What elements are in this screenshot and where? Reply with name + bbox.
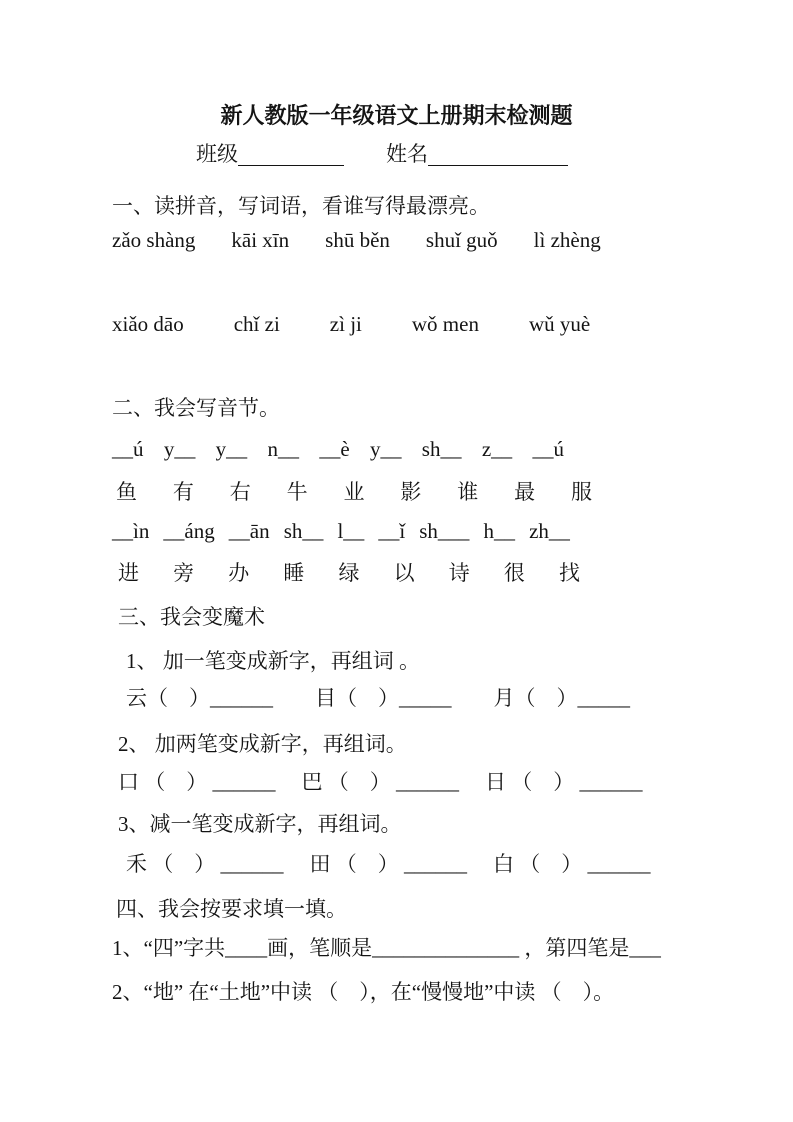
character-row-2 — [118, 557, 580, 587]
hanzi: 右 — [229, 480, 251, 504]
class-blank-line — [238, 143, 344, 166]
section4-item1: 1、“四”字共____画，笔顺是______________ ，第四笔是___ — [112, 936, 661, 960]
pinyin-word: shū běn — [325, 228, 390, 252]
syllable-blank: h__ — [483, 519, 515, 543]
meta-line — [196, 143, 568, 166]
syllable-blank: sh__ — [283, 519, 324, 543]
section1-heading: 一、读拼音，写词语，看谁写得最漂亮。 — [112, 194, 490, 218]
pinyin-word: zǎo shàng — [112, 228, 196, 252]
class-label: 班级 — [196, 142, 238, 166]
syllable-blank: y__ — [215, 437, 248, 461]
hanzi: 很 — [503, 561, 525, 585]
syllable-row-2 — [112, 519, 570, 544]
syllable-blank: __ǐ — [378, 519, 406, 543]
hanzi: 找 — [559, 561, 580, 585]
syllable-blank: z__ — [481, 437, 513, 461]
hanzi: 旁 — [173, 561, 195, 585]
section2-heading: 二、我会写音节。 — [112, 396, 280, 420]
hanzi: 鱼 — [116, 480, 137, 504]
syllable-blank: __è — [319, 437, 350, 461]
char-transform-cell: 白 （ ） ______ — [493, 852, 651, 876]
hanzi: 进 — [118, 561, 139, 585]
char-transform-cell: 云（ ）______ — [126, 686, 273, 710]
syllable-blank: sh__ — [421, 437, 462, 461]
pinyin-word: wǔ yuè — [528, 312, 591, 336]
page-title: 新人教版一年级语文上册期末检测题 — [220, 103, 573, 128]
char-transform-cell: 月（ ）_____ — [493, 686, 630, 710]
section4-heading: 四、我会按要求填一填。 — [116, 897, 347, 921]
syllable-blank: __áng — [163, 519, 215, 543]
syllable-blank: zh__ — [529, 519, 570, 543]
hanzi: 谁 — [457, 480, 479, 504]
pinyin-word: lì zhèng — [533, 228, 601, 252]
hanzi: 牛 — [286, 480, 308, 504]
hanzi: 办 — [228, 561, 250, 585]
char-transform-cell: 禾 （ ） ______ — [126, 852, 284, 876]
syllable-blank: __ìn — [112, 519, 150, 543]
hanzi: 绿 — [338, 561, 360, 585]
syllable-blank: l__ — [337, 519, 365, 543]
char-transform-cell: 口 （ ） ______ — [118, 770, 276, 794]
char-transform-cell: 日 （ ） ______ — [485, 770, 643, 794]
char-transform-cell: 巴 （ ） ______ — [301, 770, 459, 794]
syllable-blank: __ú — [532, 437, 564, 461]
hanzi: 睡 — [283, 561, 305, 585]
char-transform-cell: 田 （ ） ______ — [309, 852, 467, 876]
section3-item2-row — [118, 766, 643, 796]
syllable-blank: sh___ — [419, 519, 470, 543]
syllable-blank: y__ — [163, 437, 196, 461]
hanzi: 诗 — [448, 561, 470, 585]
syllable-blank: y__ — [369, 437, 402, 461]
pinyin-word: zì ji — [329, 312, 362, 336]
hanzi: 影 — [400, 480, 422, 504]
section3-item2-label: 2、 加两笔变成新字，再组词。 — [118, 732, 407, 756]
character-row-1 — [116, 476, 592, 506]
pinyin-word: kāi xīn — [231, 228, 290, 252]
syllable-blank: __ú — [112, 437, 144, 461]
section3-item1-row — [126, 682, 630, 712]
section3-item3-row — [126, 848, 651, 878]
char-transform-cell: 目（ ）_____ — [315, 686, 452, 710]
section3-item3-label: 3、减一笔变成新字，再组词。 — [118, 812, 402, 836]
section4-item2: 2、“地” 在“土地”中读 （ ），在“慢慢地”中读 （ ）。 — [112, 980, 615, 1004]
syllable-blank: __ān — [228, 519, 270, 543]
hanzi: 最 — [514, 480, 536, 504]
hanzi: 以 — [393, 561, 415, 585]
name-blank-line — [428, 143, 568, 166]
pinyin-row-1 — [112, 228, 601, 253]
syllable-row-1 — [112, 437, 564, 462]
pinyin-word: shuǐ guǒ — [425, 228, 498, 252]
syllable-blank: n__ — [267, 437, 299, 461]
pinyin-word: xiǎo dāo — [112, 312, 184, 336]
hanzi: 业 — [343, 480, 365, 504]
pinyin-row-2 — [112, 312, 590, 337]
hanzi: 服 — [571, 480, 592, 504]
hanzi: 有 — [172, 480, 194, 504]
pinyin-word: chǐ zi — [233, 312, 280, 336]
section3-item1-label: 1、 加一笔变成新字，再组词 。 — [126, 649, 420, 673]
name-label: 姓名 — [386, 142, 428, 166]
section3-heading: 三、我会变魔术 — [118, 605, 265, 629]
pinyin-word: wǒ men — [411, 312, 479, 336]
